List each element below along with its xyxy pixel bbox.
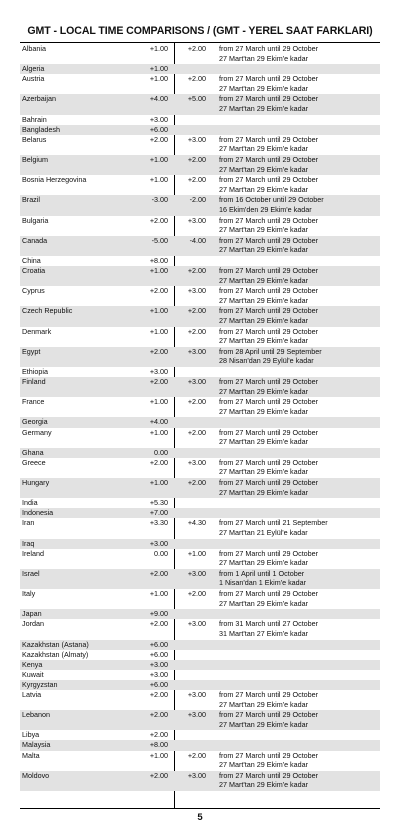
gmt-offset: +1.00 (149, 306, 168, 316)
period-turkish: 27 Mart'tan 29 Ekim'e kadar (219, 406, 309, 416)
period-turkish: 27 Mart'tan 29 Ekim'e kadar (219, 719, 309, 729)
country-name: Kyrgyzstan (22, 679, 58, 689)
summer-period (219, 266, 318, 285)
country-name: Bahrain (22, 114, 47, 124)
period-english: from 28 April until 29 September (219, 346, 322, 356)
summer-offset: +3.00 (187, 377, 206, 387)
table-row (20, 498, 380, 508)
country-name: Belgium (22, 155, 48, 165)
country-name: Japan (22, 609, 42, 619)
gmt-offset: +1.00 (149, 427, 168, 437)
gmt-offset: +1.00 (149, 74, 168, 84)
table-row (20, 569, 380, 589)
gmt-offset: +4.00 (149, 417, 168, 427)
country-name: Latvia (22, 690, 42, 699)
summer-period (219, 216, 318, 235)
table-row (20, 640, 380, 650)
gmt-offset: +7.00 (149, 508, 168, 518)
table-row (20, 195, 380, 215)
country-name: Kuwait (22, 669, 44, 679)
table-row (20, 751, 380, 771)
table-row (20, 266, 380, 286)
period-english: from 27 March until 29 October (219, 215, 319, 225)
summer-period (219, 195, 324, 214)
gmt-offset: +3.00 (149, 659, 168, 669)
gmt-offset: +2.00 (149, 568, 168, 578)
country-name: Austria (22, 74, 45, 84)
table-row (20, 417, 380, 427)
summer-offset: +2.00 (187, 478, 206, 488)
table-row (20, 518, 380, 538)
gmt-offset: +1.00 (149, 589, 168, 599)
summer-offset: +2.00 (187, 175, 206, 185)
country-name: Israel (22, 568, 40, 578)
period-turkish: 27 Mart'tan 29 Ekim'e kadar (219, 598, 309, 608)
gmt-offset: +8.00 (149, 740, 168, 750)
period-english: from 1 April until 1 October (219, 568, 305, 578)
period-turkish: 27 Mart'tan 21 Eylül'e kadar (219, 528, 308, 537)
table-row (20, 710, 380, 730)
summer-offset: +3.00 (187, 457, 206, 467)
table-row (20, 64, 380, 74)
period-english: from 27 March until 29 October (219, 710, 319, 720)
period-turkish: 27 Mart'tan 29 Ekim'e kadar (219, 780, 309, 790)
table-row (20, 690, 380, 710)
period-turkish: 31 Mart'tan 27 Ekim'e kadar (219, 628, 309, 638)
summer-period (219, 286, 318, 305)
gmt-offset: 0.00 (154, 548, 168, 558)
period-english: from 27 March until 29 October (219, 397, 319, 407)
table-row (20, 740, 380, 750)
period-turkish: 27 Mart'tan 29 Ekim'e kadar (219, 558, 309, 568)
summer-offset: +1.00 (187, 548, 206, 558)
summer-period (219, 569, 306, 588)
table-row (20, 589, 380, 609)
table-row (20, 508, 380, 518)
period-turkish: 1 Nisan'dan 1 Ekim'e kadar (219, 578, 307, 588)
gmt-offset: +8.00 (149, 255, 168, 265)
page-number: 5 (197, 812, 203, 823)
period-turkish: 27 Mart'tan 29 Ekim'e kadar (219, 164, 309, 174)
table-row (20, 155, 380, 175)
table-row (20, 670, 380, 680)
gmt-offset: +2.00 (149, 377, 168, 387)
period-english: from 27 March until 29 October (219, 266, 319, 276)
period-turkish: 16 Ekim'den 29 Ekim'e kadar (219, 205, 312, 214)
summer-offset: +2.00 (187, 326, 206, 336)
gmt-offset: +3.00 (149, 669, 168, 679)
country-name: India (22, 498, 38, 508)
summer-offset: +2.00 (187, 589, 206, 599)
summer-offset: +2.00 (187, 74, 206, 84)
gmt-offset: +2.00 (149, 286, 168, 296)
summer-offset: +3.00 (187, 286, 206, 296)
gmt-offset: +6.00 (149, 649, 168, 659)
summer-period (219, 44, 318, 63)
summer-period (219, 94, 318, 113)
gmt-offset: +6.00 (149, 124, 168, 134)
country-name: Egypt (22, 346, 41, 356)
summer-offset: +3.00 (187, 690, 206, 699)
country-name: Libya (22, 730, 40, 740)
country-name: Ghana (22, 447, 44, 457)
summer-period (219, 619, 318, 638)
summer-period (219, 690, 318, 709)
country-name: Italy (22, 589, 36, 599)
period-turkish: 27 Mart'tan 29 Ekim'e kadar (219, 275, 309, 285)
country-name: Cyprus (22, 286, 45, 296)
period-turkish: 27 Mart'tan 29 Ekim'e kadar (219, 336, 309, 346)
gmt-offset: +1.00 (149, 326, 168, 336)
summer-period (219, 74, 318, 93)
period-english: from 27 March until 29 October (219, 377, 319, 387)
country-name: Iraq (22, 538, 35, 548)
gmt-offset: +2.00 (149, 215, 168, 225)
table-row (20, 609, 380, 619)
gmt-offset: +1.00 (149, 64, 168, 74)
page-title: GMT - LOCAL TIME COMPARISONS / (GMT - YEREL SAAT FARKLARI) (27, 25, 373, 37)
country-name: Moldovo (22, 770, 50, 780)
country-name: Azerbaijan (22, 94, 56, 104)
period-turkish: 27 Mart'tan 29 Ekim'e kadar (219, 53, 309, 63)
table-row (20, 619, 380, 639)
gmt-offset: +2.00 (149, 346, 168, 356)
gmt-offset: +1.00 (149, 397, 168, 407)
table-row (20, 347, 380, 367)
period-english: from 27 March until 21 September (219, 518, 328, 528)
table-row (20, 94, 380, 114)
summer-offset: +2.00 (187, 397, 206, 407)
table-row (20, 367, 380, 377)
country-name: Croatia (22, 266, 46, 276)
gmt-offset: +3.00 (149, 367, 168, 376)
summer-offset: -2.00 (189, 195, 206, 205)
country-name: Kazakhstan (Almaty) (22, 649, 89, 659)
country-name: France (22, 397, 45, 407)
period-turkish: 27 Mart'tan 29 Ekim'e kadar (219, 295, 309, 305)
gmt-offset: +4.00 (149, 94, 168, 104)
country-name: Hungary (22, 478, 50, 488)
summer-period (219, 710, 318, 729)
summer-offset: +2.00 (187, 155, 206, 165)
table-row (20, 730, 380, 740)
period-english: from 27 March until 29 October (219, 750, 319, 760)
summer-period (219, 236, 318, 255)
summer-offset: +3.00 (187, 619, 206, 629)
period-turkish: 28 Nisan'dan 29 Eylül'e kadar (219, 356, 314, 366)
summer-period (219, 327, 318, 346)
summer-period (219, 478, 318, 497)
period-turkish: 27 Mart'tan 29 Ekim'e kadar (219, 144, 309, 154)
period-english: from 31 March until 27 October (219, 619, 319, 629)
table-row (20, 236, 380, 256)
summer-offset: +3.00 (187, 770, 206, 780)
period-english: from 27 March until 29 October (219, 175, 319, 185)
gmt-offset: +5.30 (149, 498, 168, 508)
summer-offset: +3.00 (187, 568, 206, 578)
country-name: Canada (22, 235, 48, 245)
gmt-offset: +2.00 (149, 134, 168, 144)
summer-period (219, 397, 318, 416)
summer-period (219, 458, 318, 477)
table-row (20, 397, 380, 417)
summer-offset: +2.00 (187, 306, 206, 316)
country-name: Finland (22, 377, 46, 387)
country-name: Albania (22, 44, 46, 53)
country-name: Kazakhstan (Astana) (22, 639, 89, 649)
gmt-offset: +1.00 (149, 175, 168, 185)
gmt-offset: +9.00 (149, 609, 168, 619)
country-name: Czech Republic (22, 306, 73, 316)
country-name: Denmark (22, 326, 52, 336)
period-english: from 27 March until 29 October (219, 286, 319, 296)
period-english: from 27 March until 29 October (219, 589, 319, 599)
country-name: Kenya (22, 659, 43, 669)
country-name: Georgia (22, 417, 48, 427)
gmt-offset: +3.00 (149, 538, 168, 548)
summer-offset: +3.00 (187, 134, 206, 144)
table-row (20, 44, 380, 64)
period-turkish: 27 Mart'tan 29 Ekim'e kadar (219, 699, 309, 709)
table-row (20, 660, 380, 670)
gmt-offset: +2.00 (149, 457, 168, 467)
summer-offset: +2.00 (187, 44, 206, 53)
gmt-offset: +2.00 (149, 770, 168, 780)
period-english: from 27 March until 29 October (219, 44, 319, 53)
period-turkish: 27 Mart'tan 29 Ekim'e kadar (219, 386, 309, 396)
period-english: from 27 March until 29 October (219, 134, 319, 144)
period-english: from 27 March until 29 October (219, 427, 319, 437)
period-english: from 27 March until 29 October (219, 306, 319, 316)
gmt-offset: +2.00 (149, 710, 168, 720)
summer-offset: +2.00 (187, 750, 206, 760)
gmt-offset: +2.00 (149, 619, 168, 629)
top-rule (20, 42, 380, 43)
summer-period (219, 377, 318, 396)
country-name: Bosnia Herzegovina (22, 175, 87, 185)
summer-period (219, 155, 318, 174)
gmt-offset: +1.00 (149, 478, 168, 488)
summer-period (219, 518, 328, 537)
country-name: Germany (22, 427, 52, 437)
period-english: from 27 March until 29 October (219, 770, 319, 780)
summer-period (219, 428, 318, 447)
period-english: from 27 March until 29 October (219, 457, 319, 467)
table-row (20, 175, 380, 195)
country-name: Brazil (22, 195, 40, 205)
table-row (20, 135, 380, 155)
period-turkish: 27 Mart'tan 29 Ekim'e kadar (219, 104, 309, 114)
country-name: Malta (22, 750, 40, 760)
period-turkish: 27 Mart'tan 29 Ekim'e kadar (219, 760, 309, 770)
summer-period (219, 549, 318, 568)
country-name: China (22, 255, 41, 265)
summer-period (219, 347, 322, 366)
table-row (20, 256, 380, 266)
table-row (20, 327, 380, 347)
country-name: Lebanon (22, 710, 50, 720)
gmt-offset: +1.00 (149, 750, 168, 760)
country-name: Bangladesh (22, 124, 60, 134)
gmt-offset: -5.00 (151, 235, 168, 245)
period-turkish: 27 Mart'tan 29 Ekim'e kadar (219, 245, 309, 255)
period-turkish: 27 Mart'tan 29 Ekim'e kadar (219, 225, 309, 235)
table-row (20, 680, 380, 690)
period-english: from 27 March until 29 October (219, 548, 319, 558)
country-name: Ireland (22, 548, 44, 558)
summer-period (219, 135, 318, 154)
table-row (20, 286, 380, 306)
period-english: from 27 March until 29 October (219, 235, 319, 245)
summer-offset: +3.00 (187, 215, 206, 225)
period-turkish: 27 Mart'tan 29 Ekim'e kadar (219, 83, 309, 93)
country-name: Belarus (22, 134, 47, 144)
country-name: Ethiopia (22, 367, 48, 376)
period-english: from 27 March until 29 October (219, 94, 319, 104)
period-english: from 27 March until 29 October (219, 326, 319, 336)
table-row (20, 125, 380, 135)
gmt-offset: +1.00 (149, 155, 168, 165)
gmt-offset: +1.00 (149, 266, 168, 276)
gmt-offset: +3.00 (149, 114, 168, 124)
country-name: Malaysia (22, 740, 51, 750)
gmt-offset: +3.30 (149, 518, 168, 528)
summer-offset: +2.00 (187, 266, 206, 276)
period-english: from 27 March until 29 October (219, 74, 319, 84)
table-row (20, 306, 380, 326)
bottom-rule (20, 808, 380, 809)
gmt-offset: +2.00 (149, 690, 168, 699)
table-row (20, 377, 380, 397)
country-name: Greece (22, 457, 46, 467)
summer-period (219, 751, 318, 770)
period-english: from 27 March until 29 October (219, 478, 319, 488)
table-row (20, 478, 380, 498)
country-name: Algeria (22, 64, 45, 74)
period-turkish: 27 Mart'tan 29 Ekim'e kadar (219, 487, 309, 497)
summer-offset: +2.00 (187, 427, 206, 437)
period-turkish: 27 Mart'tan 29 Ekim'e kadar (219, 316, 309, 326)
summer-offset: +4.30 (187, 518, 206, 528)
table-row (20, 539, 380, 549)
period-turkish: 27 Mart'tan 29 Ekim'e kadar (219, 437, 309, 447)
table-row (20, 74, 380, 94)
table-row (20, 458, 380, 478)
table-row (20, 216, 380, 236)
timezone-table (20, 44, 380, 791)
gmt-offset: +2.00 (149, 730, 168, 740)
summer-period (219, 175, 318, 194)
table-row (20, 448, 380, 458)
period-english: from 27 March until 29 October (219, 155, 319, 165)
gmt-offset: +6.00 (149, 679, 168, 689)
period-english: from 27 March until 29 October (219, 690, 319, 699)
summer-period (219, 771, 318, 790)
country-name: Indonesia (22, 508, 54, 518)
table-row (20, 771, 380, 791)
country-name: Jordan (22, 619, 44, 629)
gmt-offset: +6.00 (149, 639, 168, 649)
summer-period (219, 589, 318, 608)
summer-period (219, 306, 318, 325)
table-row (20, 115, 380, 125)
table-row (20, 428, 380, 448)
summer-offset: +5.00 (187, 94, 206, 104)
gmt-offset: 0.00 (154, 447, 168, 457)
summer-offset: +3.00 (187, 346, 206, 356)
gmt-offset: -3.00 (151, 195, 168, 205)
period-turkish: 27 Mart'tan 29 Ekim'e kadar (219, 467, 309, 477)
table-row (20, 650, 380, 660)
period-turkish: 27 Mart'tan 29 Ekim'e kadar (219, 184, 309, 194)
period-english: from 16 October until 29 October (219, 195, 324, 205)
gmt-offset: +1.00 (149, 44, 168, 53)
summer-offset: +3.00 (187, 710, 206, 720)
country-name: Iran (22, 518, 35, 528)
summer-offset: -4.00 (189, 235, 206, 245)
country-name: Bulgaria (22, 215, 49, 225)
table-row (20, 549, 380, 569)
